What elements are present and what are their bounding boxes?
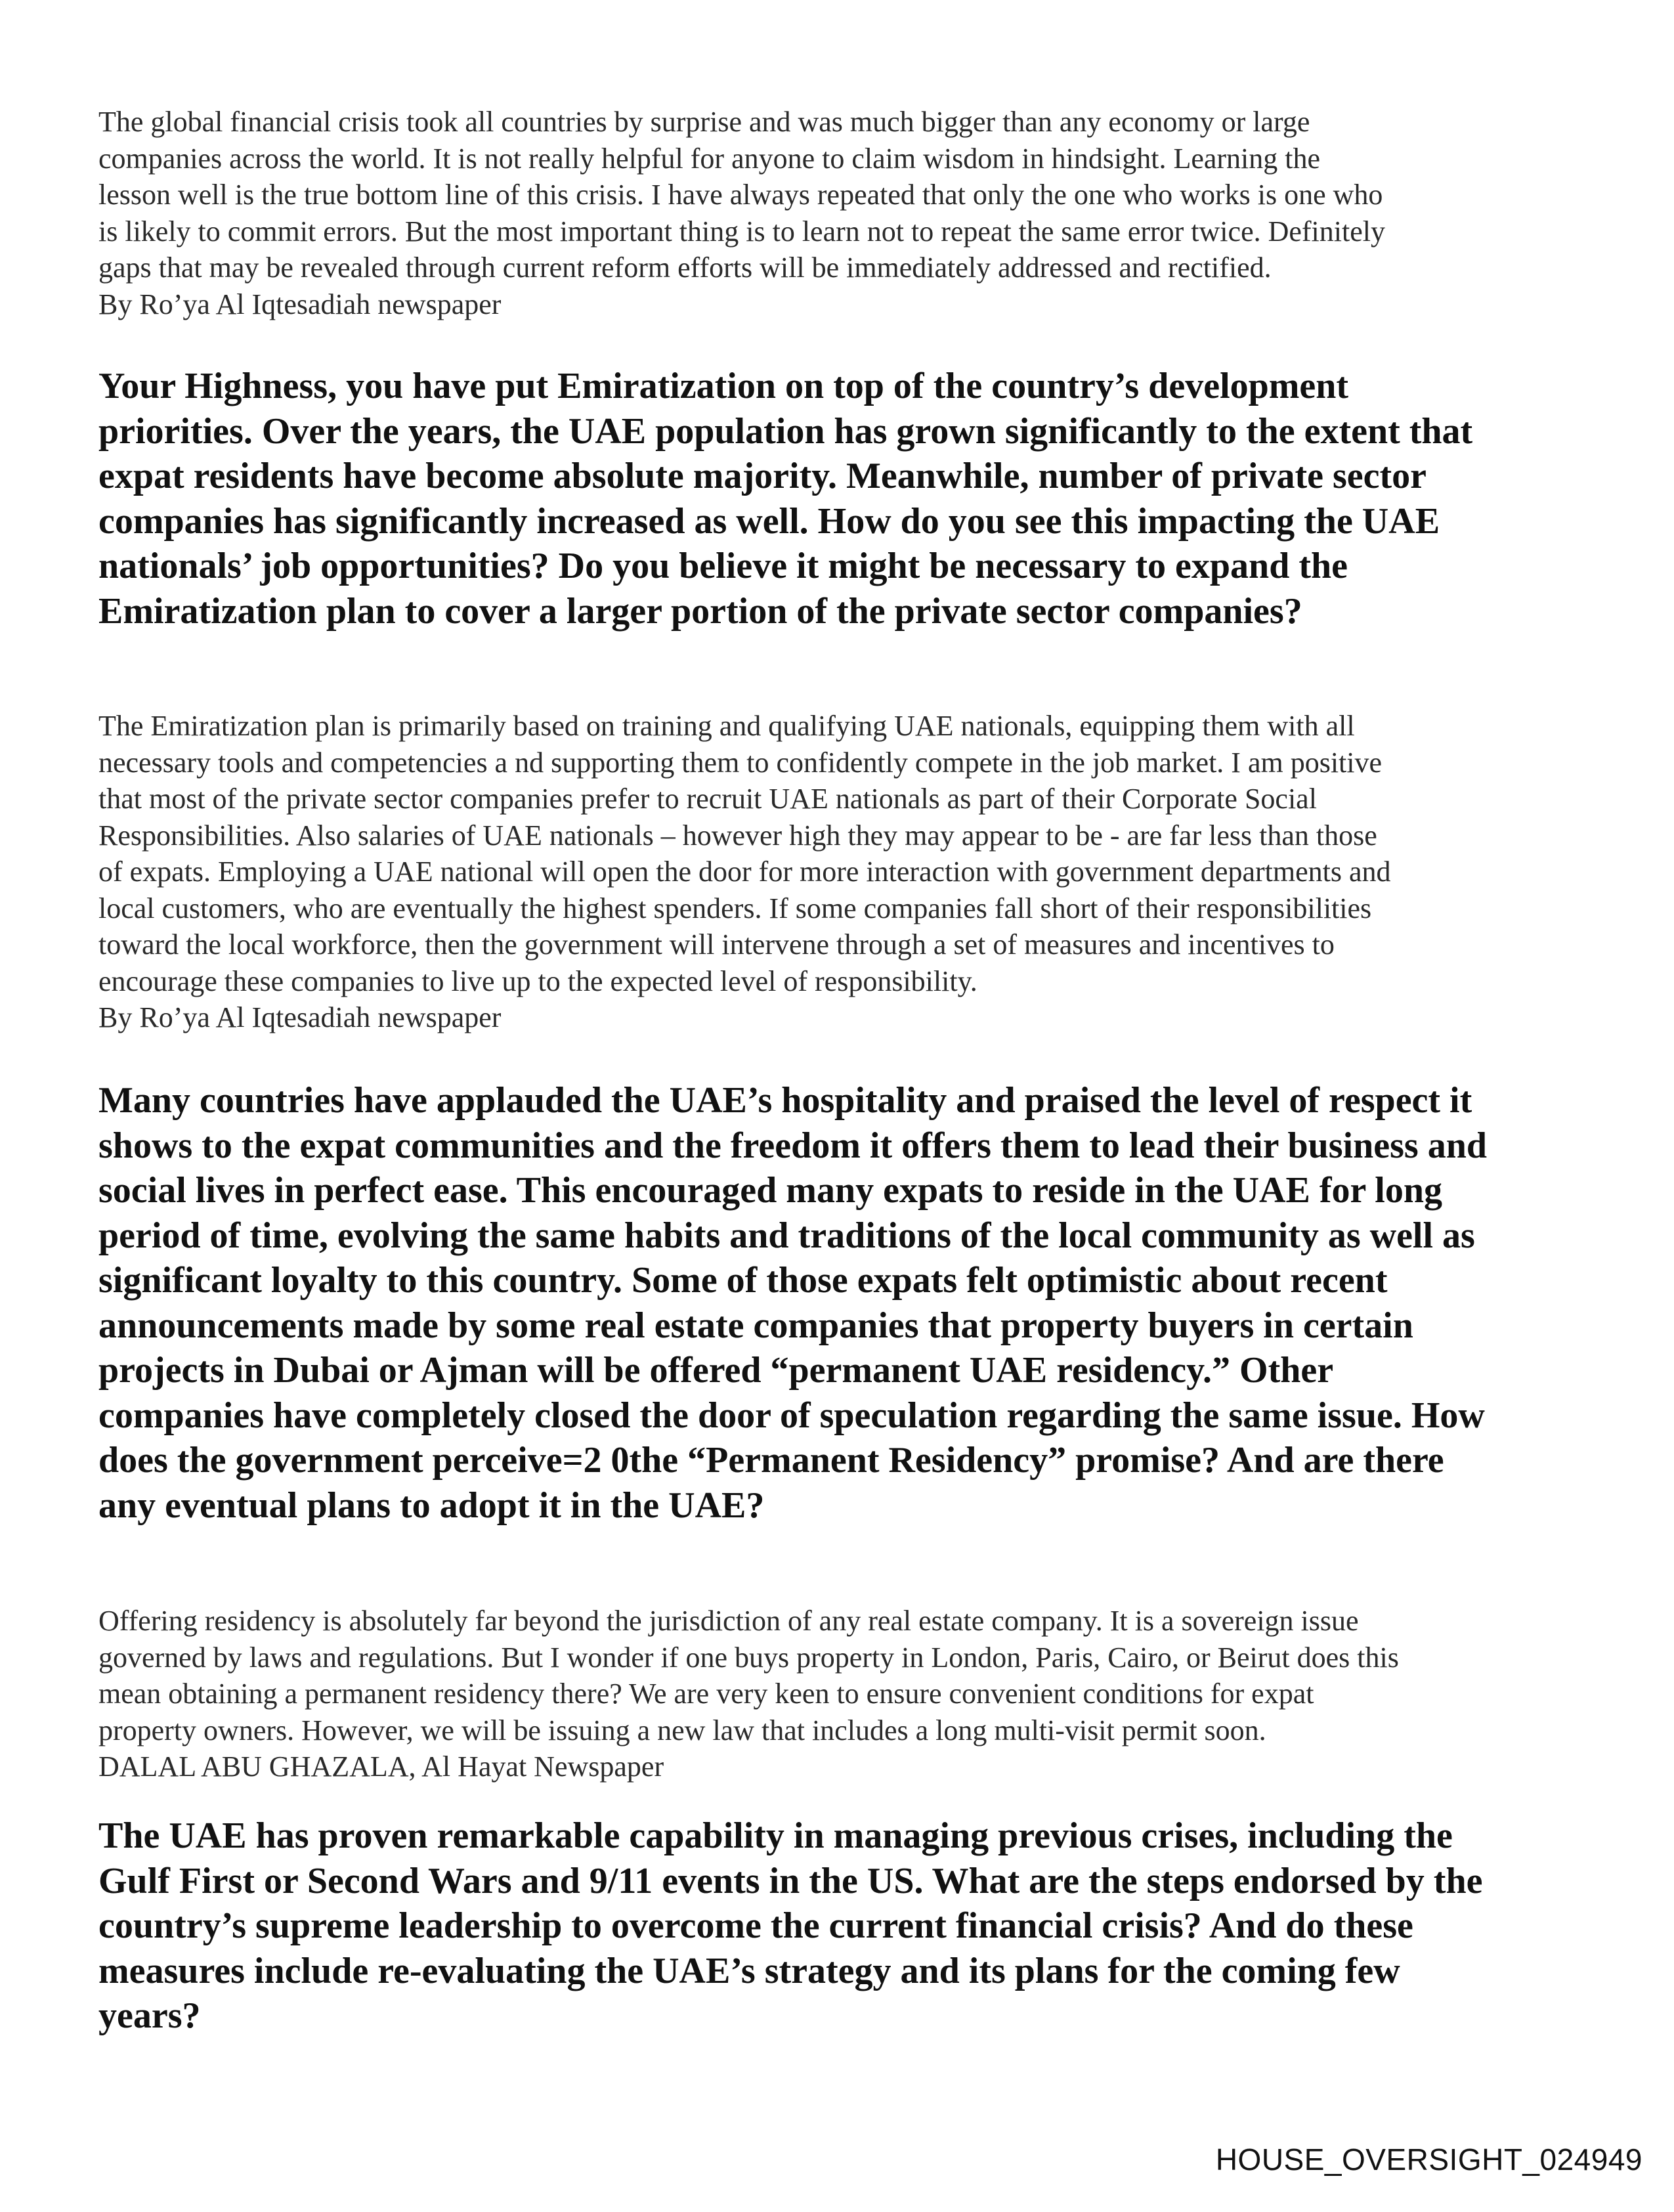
byline: DALAL ABU GHAZALA, Al Hayat Newspaper <box>98 1750 664 1783</box>
answer-paragraph-1 <box>98 104 1569 322</box>
bates-number: HOUSE_OVERSIGHT_024949 <box>1215 2142 1642 2177</box>
question-heading-2: Many countries have applauded the UAE’s hospitality and praised the level of respect it shows to the expat communities and the freedom it offers them to lead their business and social lives in perfect ease. This encouraged many expats to reside in the UAE for long period of time, evolving the same habits and traditions of the local community as well as significant loyalty to this country. Some of those expats felt optimistic about recent announcements made by some real estate companies that property buyers in certain projects in Dubai or Ajman will be offered “permanent UAE residency.” Other companies have completely closed the door of speculation regarding the same issue. How does the government perceive=2 0the “Permanent Residency” promise? And are there any eventual plans to adopt it in the UAE? <box>98 1080 1487 1526</box>
question-heading-1: Your Highness, you have put Emiratization on top of the country’s development priorities. Over the years, the UAE population has grown significantly to the extent that expat residents have become absolute majority. Meanwhile, number of private sector companies has significantly increased as well. How do you see this impacting the UAE nationals’ job opportunities? Do you believe it might be necessary to expand the Emiratization plan to cover a larger portion of the private sector companies? <box>98 366 1473 632</box>
answer-text: The Emiratization plan is primarily based on training and qualifying UAE nationals, equipping them with all necessary tools and competencies a nd supporting them to confidently compete in the job market. I am positive that most of the private sector companies prefer to recruit UAE nationals as part of their Corporate Social Responsibilities. Also salaries of UAE nationals – however high they may appear to be - are far less than those of expats. Employing a UAE national will open the door for more interaction with government departments and local customers, who are eventually the highest spenders. If some companies fall short of their responsibilities toward the local workforce, then the government will intervene through a set of measures and incentives to encourage these companies to live up to the expected level of responsibility. <box>98 710 1391 997</box>
byline: By Ro’ya Al Iqtesadiah newspaper <box>98 288 502 320</box>
byline: By Ro’ya Al Iqtesadiah newspaper <box>98 1001 502 1033</box>
answer-text: The global financial crisis took all countries by surprise and was much bigger than any economy or large companies across the world. It is not really helpful for anyone to claim wisdom in hindsight. Learning the lesson well is the true bottom line of this crisis. I have always repeated that only the one who works is one who is likely to commit errors. But the most important thing is to learn not to repeat the same error twice. Definitely gaps that may be revealed through current reform efforts will be immediately addressed and rectified. <box>98 106 1385 284</box>
answer-paragraph-3 <box>98 1603 1569 1785</box>
answer-text: Offering residency is absolutely far beyond the jurisdiction of any real estate company. It is a sovereign issue governed by laws and regulations. But I wonder if one buys property in London, Paris, Cairo, or Beirut does this mean obtaining a permanent residency there? We are very keen to ensure convenient conditions for expat property owners. However, we will be issuing a new law that includes a long multi-visit permit soon. <box>98 1605 1399 1746</box>
answer-paragraph-2 <box>98 708 1569 1036</box>
question-heading-3: The UAE has proven remarkable capability in managing previous crises, including the Gulf First or Second Wars and 9/11 events in the US. What are the steps endorsed by the country’s supreme leadership to overcome the current financial crisis? And do these measures include re-evaluating the UAE’s strategy and its plans for the coming few years? <box>98 1815 1483 2036</box>
